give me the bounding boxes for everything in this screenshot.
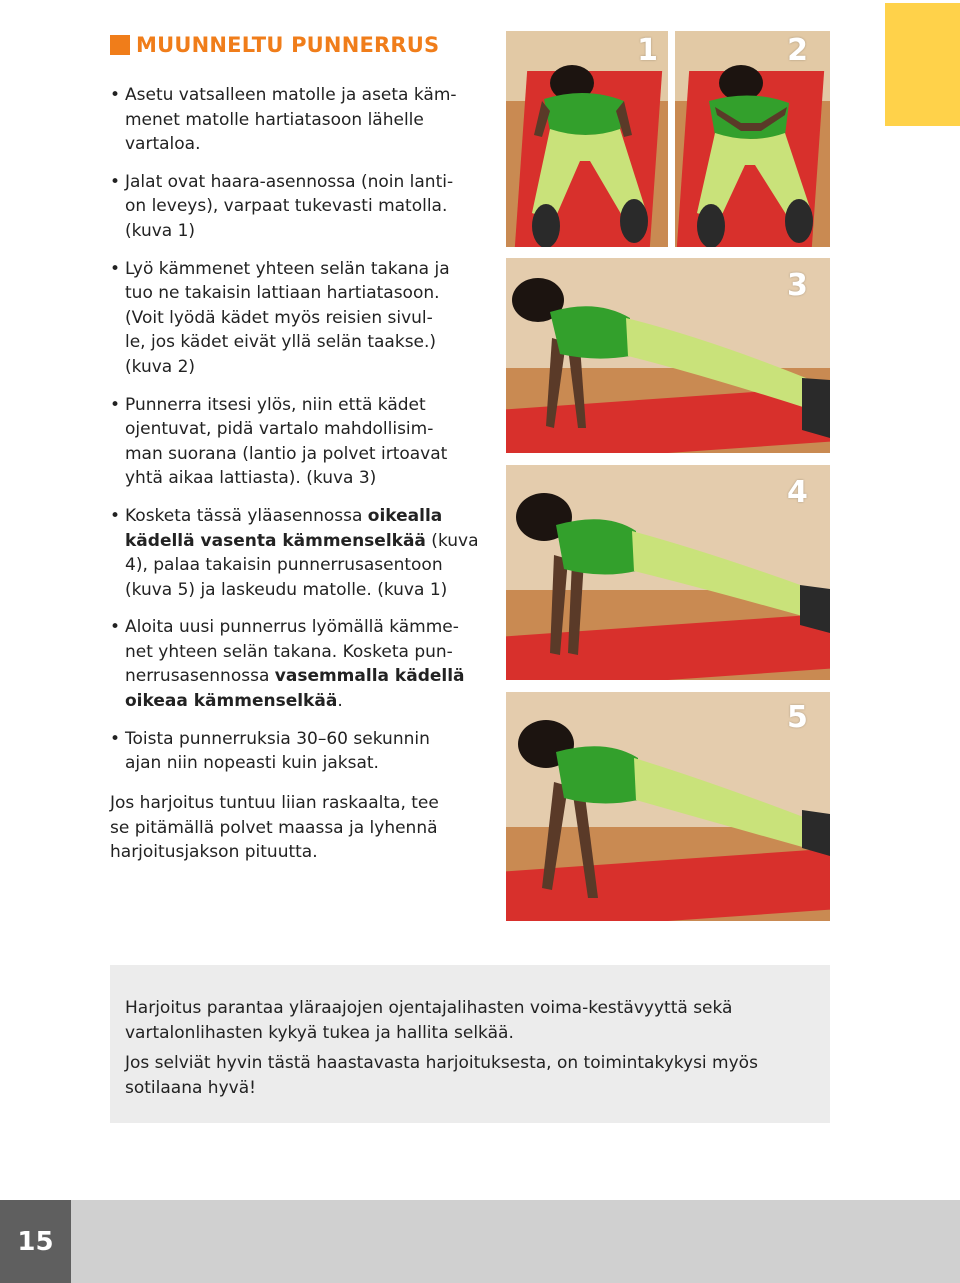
bullet-icon: •	[110, 258, 121, 279]
photo-5	[506, 692, 830, 921]
list-item-text: Punnerra itsesi ylös, niin että kädet ojentuvat, pidä vartalo mahdollisim- man suorana (lantio ja polvet irtoavat yhtä aikaa lattiasta). (kuva 3)	[125, 394, 448, 489]
summary-paragraph-2: Jos selviät hyvin tästä haastavasta harjoituksesta, on toimintakykysi myös sotilaana hyvä!	[125, 1053, 758, 1098]
list-item	[110, 83, 480, 157]
photo-2	[675, 31, 830, 247]
page-number-box	[0, 1200, 71, 1283]
footer-bar	[0, 1200, 960, 1283]
summary-box	[110, 965, 830, 1123]
bullet-icon: •	[110, 728, 121, 749]
corner-tab	[885, 3, 960, 126]
photo-1-label: 1	[637, 33, 658, 68]
list-item	[110, 393, 480, 491]
summary-paragraph-1: Harjoitus parantaa yläraajojen ojentajalihasten voima-kestävyyttä sekä vartalonlihasten kykyä tukea ja hallita selkää.	[125, 998, 733, 1043]
list-item	[110, 504, 480, 602]
photo-4-label: 4	[787, 475, 808, 510]
photo-5-label: 5	[787, 700, 808, 735]
photo-1	[506, 31, 668, 247]
list-item-text: Toista punnerruksia 30–60 sekunnin ajan niin nopeasti kuin jaksat.	[125, 728, 430, 774]
list-item-text: .	[337, 691, 343, 712]
bullet-icon: •	[110, 617, 121, 638]
photo-2-label: 2	[787, 33, 808, 68]
list-item-text: Kosketa tässä yläasennossa	[125, 505, 368, 526]
photo-4	[506, 465, 830, 680]
list-item	[110, 257, 480, 380]
bullet-icon: •	[110, 505, 121, 526]
bullet-icon: •	[110, 394, 121, 415]
photo-3	[506, 258, 830, 453]
heading-text: MUUNNELTU PUNNERRUS	[136, 33, 440, 57]
list-item-text: Aloita uusi punnerrus lyömällä kämme- net yhteen selän takana. Kosketa pun- nerrusasennossa	[125, 617, 459, 687]
heading-square-icon	[110, 35, 130, 55]
list-item-text: (kuva 4), palaa takaisin punnerrusasentoon (kuva 5) ja laskeudu matolle. (kuva 1)	[125, 530, 479, 600]
bullet-icon: •	[110, 171, 121, 192]
list-item	[110, 615, 480, 713]
list-item-text: Lyö kämmenet yhteen selän takana ja tuo ne takaisin lattiaan hartiatasoon. (Voit lyödä kädet myös reisien sivul- le, jos kädet eivät yllä selän taakse.) (kuva 2)	[125, 258, 450, 377]
list-item	[110, 727, 480, 776]
list-item	[110, 170, 480, 244]
emphasis-text: vasemmalla kädellä oikeaa kämmenselkää	[125, 666, 465, 712]
closing-paragraph: Jos harjoitus tuntuu liian raskaalta, tee se pitämällä polvet maassa ja lyhennä harjoitusjakson pituutta.	[110, 793, 439, 863]
section-heading	[110, 32, 439, 58]
list-item-text: Jalat ovat haara-asennossa (noin lanti- on leveys), varpaat tukevasti matolla. (kuva 1)	[125, 171, 454, 241]
page-number: 15	[17, 1226, 54, 1257]
list-item-text: Asetu vatsalleen matolle ja aseta käm- menet matolle hartiatasoon lähelle vartaloa.	[125, 85, 457, 155]
instruction-list	[110, 83, 480, 789]
photo-3-label: 3	[787, 268, 808, 303]
emphasis-text: oikealla kädellä vasenta kämmenselkää	[125, 505, 443, 551]
bullet-icon: •	[110, 85, 121, 105]
